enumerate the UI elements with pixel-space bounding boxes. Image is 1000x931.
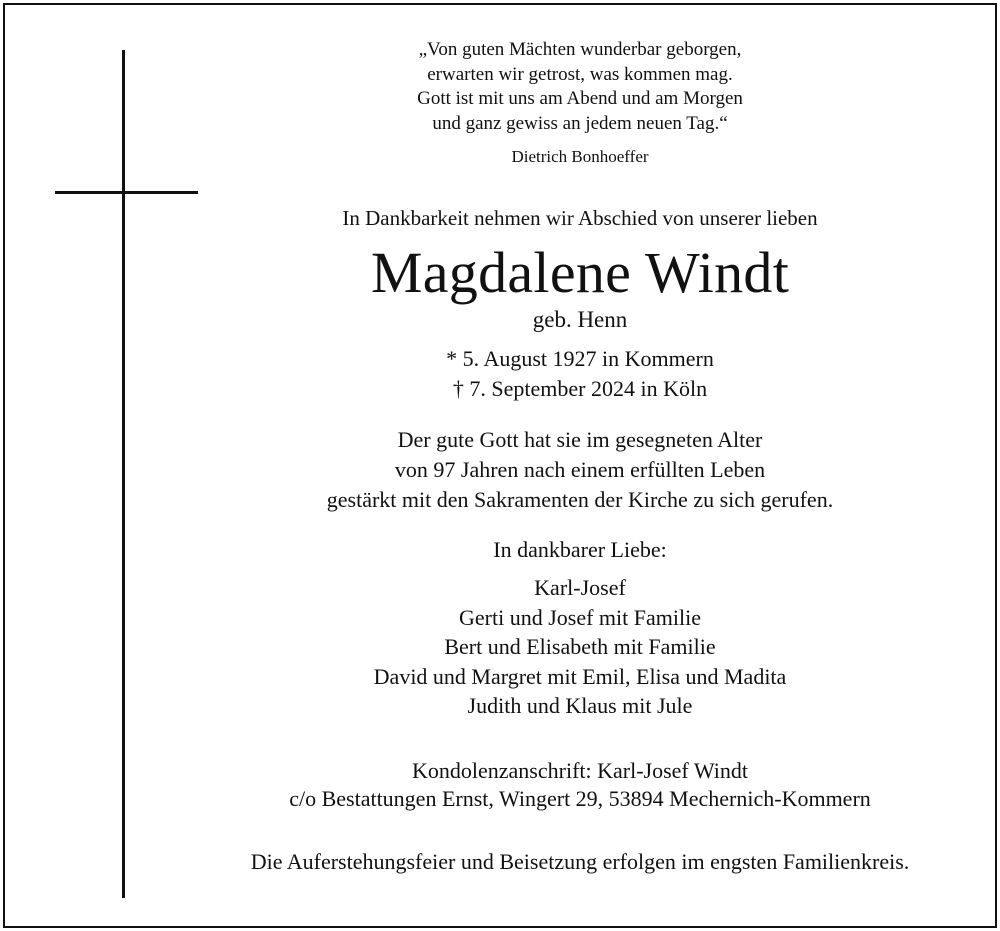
deceased-name: Magdalene Windt xyxy=(370,240,790,305)
maiden-name: geb. Henn xyxy=(532,307,628,332)
condolence-line: c/o Bestattungen Ernst, Wingert 29, 53894 Mechernich-Kommern xyxy=(289,786,871,811)
bonhoeffer-quote xyxy=(160,38,1000,136)
birth-date: * 5. August 1927 in Kommern xyxy=(446,346,714,371)
quote-line: erwarten wir getrost, was kommen mag. xyxy=(427,63,733,85)
cross-horizontal-bar xyxy=(55,191,198,194)
memorial-message xyxy=(160,425,1000,515)
life-dates xyxy=(160,344,1000,404)
mourner-name: David und Margret mit Emil, Elisa und Madita xyxy=(373,663,787,689)
quote-author: Dietrich Bonhoeffer xyxy=(511,147,649,166)
quote-line: und ganz gewiss an jedem neuen Tag.“ xyxy=(432,112,728,134)
ceremony-note: Die Auferstehungsfeier und Beisetzung erfolgen im engsten Familienkreis. xyxy=(250,849,910,874)
mourners-heading: In dankbarer Liebe: xyxy=(493,537,667,562)
mourner-name: Gerti und Josef mit Familie xyxy=(459,604,701,630)
cross-vertical-bar xyxy=(122,50,125,898)
message-line: von 97 Jahren nach einem erfüllten Leben xyxy=(394,457,766,482)
mourner-name: Judith und Klaus mit Jule xyxy=(467,693,693,718)
death-date: † 7. September 2024 in Köln xyxy=(452,376,708,401)
mourner-name: Karl-Josef xyxy=(534,575,626,600)
condolence-address xyxy=(160,757,1000,813)
intro-text: In Dankbarkeit nehmen wir Abschied von unserer lieben xyxy=(342,206,818,230)
condolence-line: Kondolenzanschrift: Karl-Josef Windt xyxy=(412,758,748,783)
quote-line: Gott ist mit uns am Abend und am Morgen xyxy=(417,88,743,109)
message-line: Der gute Gott hat sie im gesegneten Alter xyxy=(397,427,763,452)
mourner-name: Bert und Elisabeth mit Familie xyxy=(444,634,716,659)
mourners-list xyxy=(160,573,1000,721)
message-line: gestärkt mit den Sakramenten der Kirche zu sich gerufen. xyxy=(326,487,834,512)
quote-line: „Von guten Mächten wunderbar geborgen, xyxy=(418,39,742,60)
